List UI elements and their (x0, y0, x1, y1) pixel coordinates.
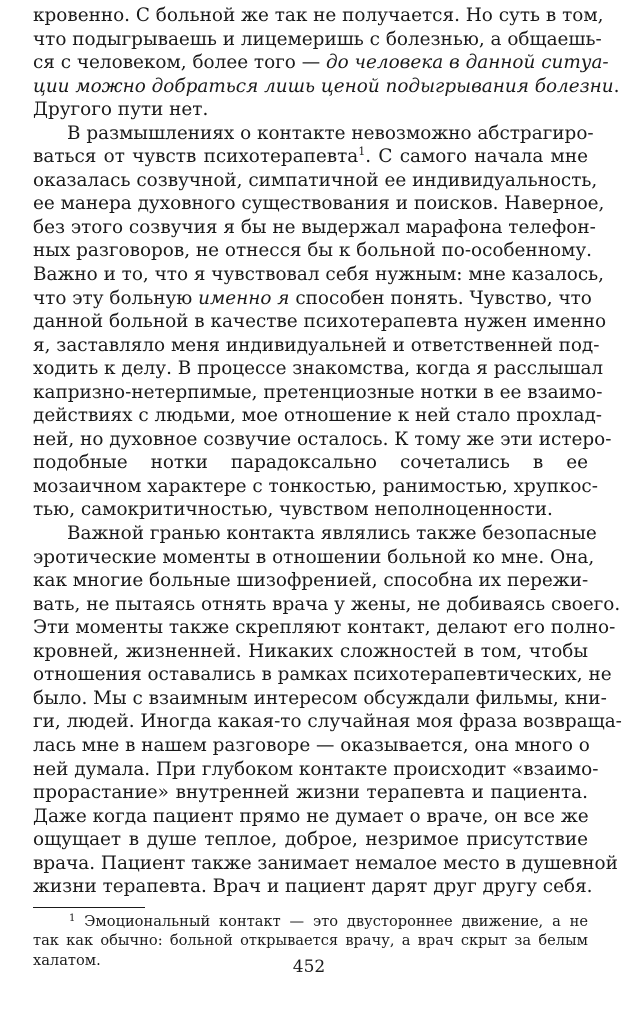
footnote-reference: 1 (358, 145, 366, 159)
text-segment: я, заставляло меня индивидуальней и ответственней под- (33, 334, 600, 356)
emphasized-text: до человека в данной ситуа- (325, 52, 609, 74)
text-line (33, 28, 602, 52)
text-segment: действиях с людьми, мое отношение к ней стало прохлад- (33, 405, 602, 427)
text-segment: что подыгрываешь и лицемеришь с болезнью, а общаешь- (33, 28, 602, 50)
footnote-text: халатом. (33, 951, 101, 969)
text-line (33, 875, 593, 899)
text-segment: Эти моменты также скрепляют контакт, делают его полно- (33, 617, 616, 639)
text-line (33, 239, 592, 263)
text-segment: оказалась созвучной, симпатичной ее индивидуальность, (33, 169, 598, 191)
text-segment: ее манера духовного существования и поисков. Наверное, (33, 193, 605, 215)
text-segment: Даже когда пациент прямо не думает о враче, он все же (33, 805, 589, 827)
text-segment: ваться от чувств психотерапевта (33, 146, 359, 168)
text-segment: ней думала. При глубоком контакте происходит «взаимо- (33, 758, 599, 780)
text-segment: вать, не пытаясь отнять врача у жены, не добиваясь своего. (33, 593, 621, 615)
text-line (33, 687, 607, 711)
text-line (33, 828, 588, 852)
paragraph (33, 122, 612, 522)
text-line (33, 357, 604, 381)
text-segment: способен понять. Чувство, что (289, 287, 592, 309)
text-segment: прорастание» внутренней жизни терапевта и пациента. (33, 782, 588, 804)
text-line (33, 781, 588, 805)
text-line (33, 381, 603, 405)
paragraph (33, 4, 620, 122)
page-number: 452 (292, 957, 326, 977)
text-line (33, 404, 602, 428)
text-line (33, 640, 588, 664)
footnote-line (33, 912, 588, 932)
emphasized-text: ции можно добраться лишь ценой подыгрывания болезни (33, 75, 614, 97)
text-segment: без этого созвучия я бы не выдержал марафона телефон- (33, 216, 596, 238)
text-segment: . (613, 75, 620, 97)
text-line (33, 428, 612, 452)
text-line (33, 593, 621, 617)
text-segment: врача. Пациент также занимает немалое место в душевной (33, 852, 618, 874)
text-line (33, 216, 596, 240)
footnote-marker: 1 (69, 912, 76, 924)
text-line (33, 75, 620, 99)
text-line (33, 98, 588, 122)
text-segment: В размышлениях о контакте невозможно абстрагиро- (67, 122, 594, 144)
text-segment: ней, но духовное созвучие осталось. К тому же эти истеро- (33, 428, 612, 450)
text-segment: кровенно. С больной же так не получается. Но суть в том, (33, 5, 604, 26)
text-line (33, 852, 618, 876)
text-segment: подобные нотки парадоксально сочетались в ее (33, 452, 588, 474)
text-line (33, 310, 607, 334)
text-line (33, 451, 588, 475)
footnote-line (33, 931, 588, 951)
text-line (33, 475, 598, 499)
text-line (33, 498, 588, 522)
text-line (33, 522, 597, 546)
text-line (33, 758, 599, 782)
main-text (33, 4, 622, 899)
text-line (33, 122, 594, 146)
text-segment: тью, самокритичностью, чувством неполноценности. (33, 499, 553, 521)
text-segment: . С самого начала мне (365, 146, 588, 168)
text-segment: ощущает в душе теплое, доброе, незримое присутствие (33, 829, 588, 851)
text-line (33, 734, 588, 758)
text-segment: ных разговоров, не отнесся бы к больной по-особенному. (33, 240, 592, 262)
text-segment: как многие больные шизофренией, способна их пережи- (33, 570, 589, 592)
text-line (33, 263, 604, 287)
text-segment: что эту больную (33, 287, 199, 309)
text-segment: было. Мы с взаимным интересом обсуждали фильмы, кни- (33, 687, 607, 709)
text-line (33, 805, 588, 829)
text-line (33, 169, 598, 193)
text-line (33, 710, 622, 734)
footnote-divider (33, 907, 145, 908)
emphasized-text: именно я (198, 287, 290, 309)
text-segment: данной больной в качестве психотерапевта нужен именно (33, 311, 607, 333)
text-segment: ходить к делу. В процессе знакомства, когда я расслышал (33, 358, 604, 380)
text-segment: отношения оставались в рамках психотерапевтических, не (33, 664, 612, 686)
text-line (33, 51, 609, 75)
text-segment: мозаичном характере с тонкостью, ранимостью, хрупкос- (33, 475, 598, 497)
text-segment: ся с человеком, более того — (33, 52, 326, 74)
text-line (33, 546, 595, 570)
text-segment: кровней, жизненней. Никаких сложностей в том, чтобы (33, 640, 588, 662)
text-line (33, 616, 616, 640)
text-segment: Другого пути нет. (33, 99, 209, 121)
text-line (33, 145, 588, 169)
text-line (33, 192, 605, 216)
text-line (33, 287, 592, 311)
text-segment: лась мне в нашем разговоре — оказывается, она много о (33, 734, 590, 756)
text-line (33, 4, 604, 28)
text-segment: ги, людей. Иногда какая-то случайная моя фраза возвраща- (33, 711, 622, 733)
text-segment: Важно и то, что я чувствовал себя нужным: мне казалось, (33, 264, 604, 286)
text-segment: эротические моменты в отношении больной ко мне. Она, (33, 546, 595, 568)
text-segment: капризно-нетерпимые, претенциозные нотки в ее взаимо- (33, 381, 603, 403)
text-segment: жизни терапевта. Врач и пациент дарят друг другу себя. (33, 876, 593, 898)
text-line (33, 663, 612, 687)
footnote-text: Эмоциональный контакт — это двустороннее движение, а не (84, 912, 589, 930)
paragraph (33, 522, 622, 899)
text-segment: Важной гранью контакта являлись также безопасные (67, 523, 597, 545)
text-line (33, 334, 600, 358)
text-line (33, 569, 588, 593)
footnote-text: так как обычно: больной открывается врачу, а врач скрыт за белым (33, 932, 588, 950)
